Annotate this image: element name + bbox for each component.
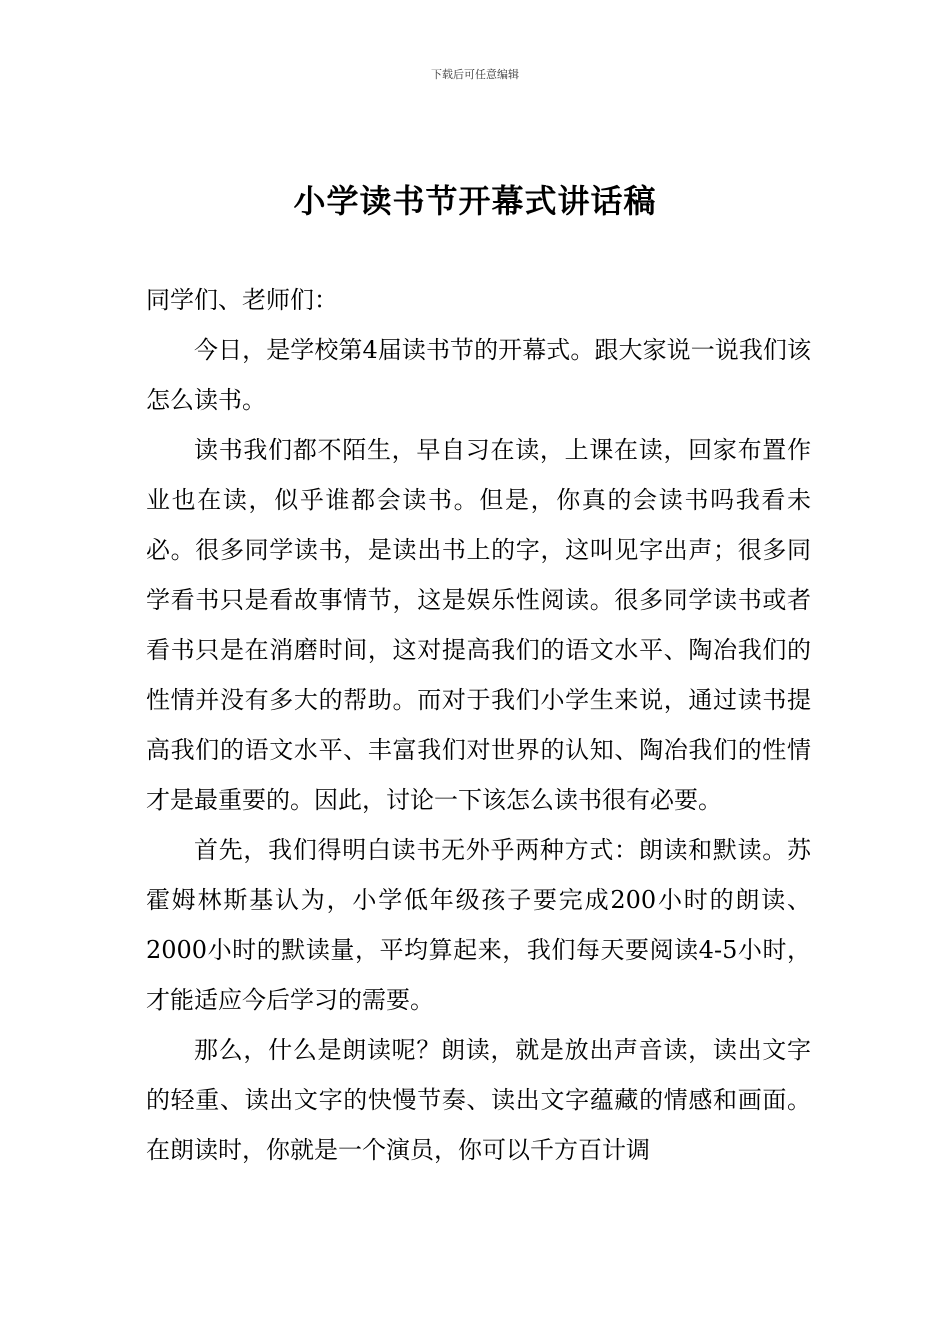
document-body <box>146 275 811 1175</box>
header-note: 下载后可任意编辑 <box>431 68 519 81</box>
paragraph-2: 读书我们都不陌生，早自习在读，上课在读，回家布置作业也在读，似乎谁都会读书。但是，你真的会读书吗我看未必。很多同学读书，是读出书上的字，这叫见字出声；很多同学看书只是看故事情节，这是娱乐性阅读。很多同学读书或者看书只是在消磨时间，这对提高我们的语文水平、陶冶我们的性情并没有多大的帮助。而对于我们小学生来说，通过读书提高我们的语文水平、丰富我们对世界的认知、陶冶我们的性情才是最重要的。因此，讨论一下该怎么读书很有必要。 <box>146 436 811 814</box>
paragraph-4: 那么，什么是朗读呢？朗读，就是放出声音读，读出文字的轻重、读出文字的快慢节奏、读出文字蕴藏的情感和画面。在朗读时，你就是一个演员，你可以千方百计调 <box>146 1036 811 1164</box>
document-title: 小学读书节开幕式讲话稿 <box>293 182 657 220</box>
paragraph-1: 今日，是学校第4届读书节的开幕式。跟大家说一说我们该怎么读书。 <box>146 336 811 414</box>
paragraph-3: 首先，我们得明白读书无外乎两种方式：朗读和默读。苏霍姆林斯基认为，小学低年级孩子要完成200小时的朗读、2000小时的默读量，平均算起来，我们每天要阅读4-5小时，才能适应今后学习的需要。 <box>146 836 811 1014</box>
salutation: 同学们、老师们： <box>146 286 338 314</box>
